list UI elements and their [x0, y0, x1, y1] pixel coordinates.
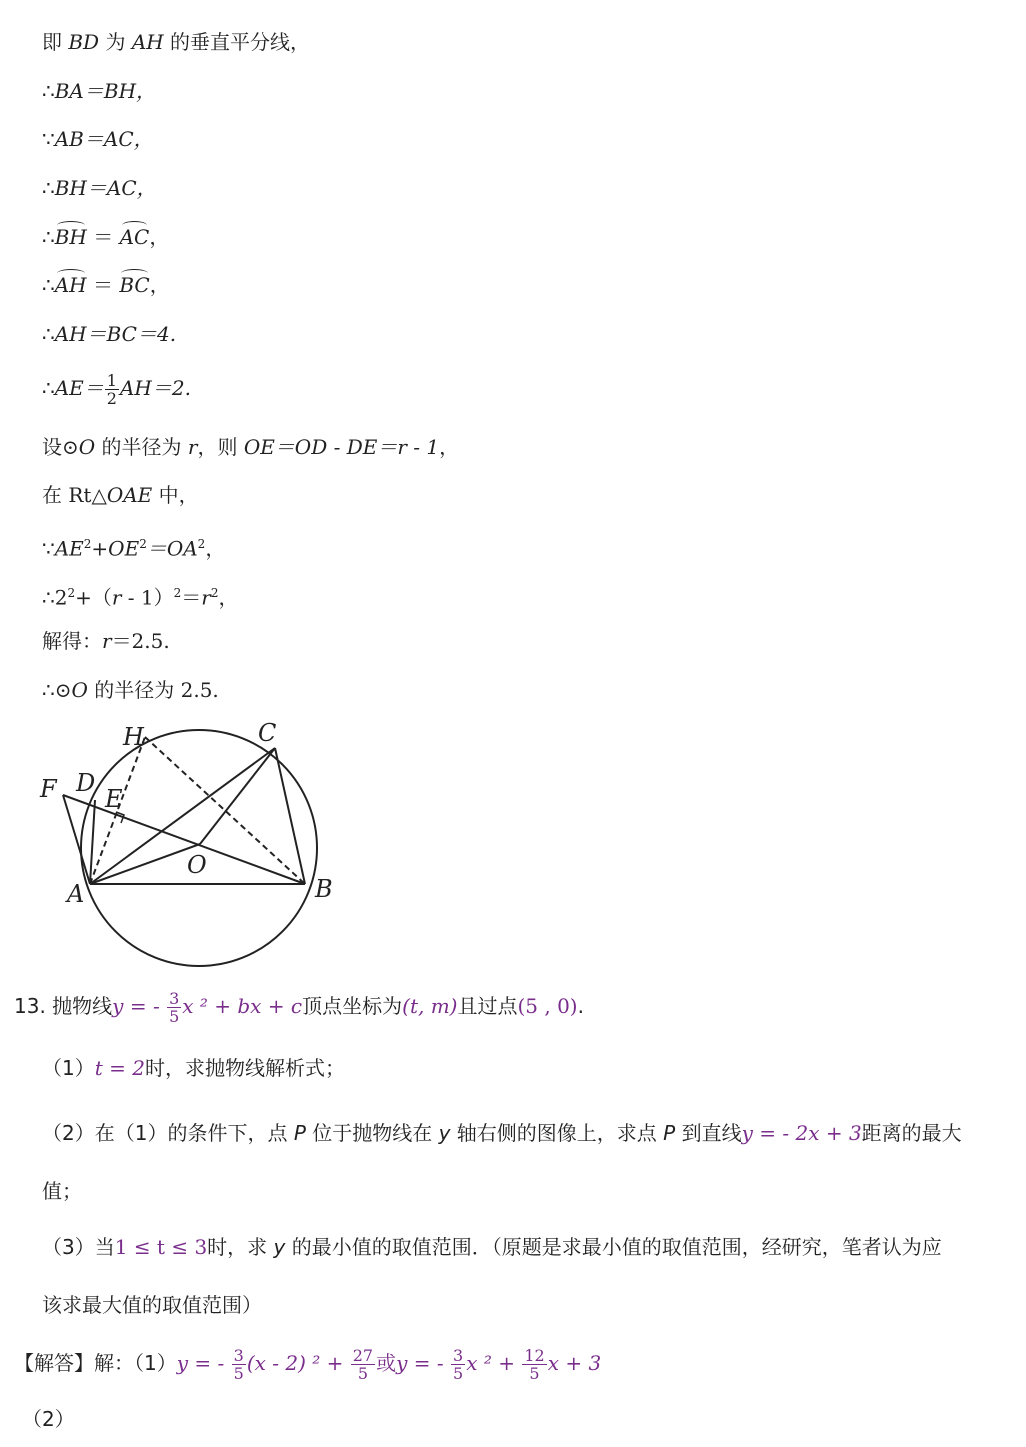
text: AE＝ [54, 376, 104, 400]
text: AE [54, 536, 84, 561]
math: y = - [176, 1351, 231, 1375]
answer-part-2 [22, 1406, 75, 1432]
label-o: O [187, 851, 207, 879]
label-c: C [258, 719, 277, 747]
therefore-symbol: ∴ [42, 376, 55, 400]
text: r [201, 585, 211, 610]
text: 的最小值的取值范围．（原题是求最小值的取值范围，经研究，笔者认为应 [285, 1235, 942, 1259]
text: 为 [99, 30, 132, 54]
fraction [451, 1347, 465, 1382]
text: P [663, 1121, 676, 1145]
text: r [111, 585, 122, 610]
math: (5 , 0) [517, 994, 578, 1018]
arc-ac: AC [119, 225, 150, 249]
text: OAE [106, 483, 153, 507]
text: ， [439, 435, 460, 459]
text: ， [149, 225, 170, 249]
text: P [293, 1121, 306, 1145]
text: （3）当 [42, 1235, 115, 1259]
denominator: 2 [106, 389, 117, 408]
question-part-1 [42, 1055, 345, 1081]
because-symbol: ∵ [42, 127, 55, 151]
question-part-2 [42, 1120, 962, 1146]
because-symbol: ∵ [42, 536, 55, 561]
therefore-symbol: ∴ [42, 176, 55, 200]
text: 或 [376, 1351, 397, 1375]
text: ， [149, 273, 170, 297]
arc-ah: AH [54, 273, 87, 297]
therefore-symbol: ∴ [42, 79, 55, 103]
label-h: H [123, 723, 144, 751]
therefore-symbol: ∴ [42, 225, 55, 249]
text: （2）在（1）的条件下，点 [42, 1121, 294, 1145]
text: ＝ [86, 273, 120, 297]
geometry-figure [0, 710, 360, 970]
arc-bc: BC [119, 273, 150, 297]
text: 时，求 [207, 1235, 274, 1259]
text: AH＝2. [119, 376, 191, 400]
text: 到直线 [675, 1121, 742, 1145]
proof-line-13 [42, 628, 170, 654]
text: BD [68, 30, 100, 54]
text: 解：（1） [94, 1351, 177, 1375]
math: x ² + bx + c [182, 994, 303, 1018]
text: 顶点坐标为 [302, 994, 403, 1018]
text: OE＝OD - DE＝r - 1 [243, 435, 440, 459]
numerator: 27 [352, 1346, 374, 1365]
text: 的垂直平分线， [163, 30, 311, 54]
denominator: 5 [453, 1364, 464, 1383]
proof-line-14 [42, 677, 219, 703]
fraction [351, 1347, 375, 1382]
text: y [438, 1121, 451, 1145]
proof-line-7 [42, 321, 176, 347]
answer-tag: 【解答】 [14, 1351, 94, 1375]
proof-line-8 [42, 372, 191, 407]
text: 的半径为 [95, 435, 188, 459]
proof-line-2 [42, 78, 156, 104]
fraction [522, 1347, 546, 1382]
denominator: 5 [357, 1364, 369, 1383]
text: BA＝BH， [54, 79, 157, 103]
label-e: E [105, 785, 123, 813]
numerator: 1 [106, 371, 117, 390]
math: t = 2 [94, 1056, 145, 1080]
text: ， [218, 585, 239, 610]
arc-bh: BH [54, 225, 87, 249]
exponent: 2 [173, 586, 182, 600]
text: AH＝BC＝4. [54, 322, 177, 346]
text: AH [131, 30, 164, 54]
text: ＝ [181, 585, 202, 610]
text: r [187, 435, 198, 459]
text: 位于抛物线在 [305, 1121, 439, 1145]
text: （1） [42, 1056, 95, 1080]
text: ＝2.5. [111, 629, 170, 653]
text: 轴右侧的图像上，求点 [450, 1121, 664, 1145]
text: ＝ [86, 225, 120, 249]
therefore-symbol: ∴ [42, 273, 55, 297]
numerator: 3 [169, 989, 180, 1008]
math: x ² + [466, 1351, 522, 1375]
exponent: 2 [210, 586, 219, 600]
label-a: A [67, 880, 85, 908]
text: 即 [42, 30, 69, 54]
therefore-symbol: ∴ [42, 678, 55, 702]
question-part-2-cont [42, 1178, 82, 1204]
text: O [78, 435, 96, 459]
text: 抛物线 [52, 994, 113, 1018]
math: (x - 2) ² + [246, 1351, 350, 1375]
proof-line-10 [42, 482, 199, 508]
label-b: B [315, 875, 333, 903]
math: y = - [396, 1351, 450, 1375]
proof-line-3 [42, 126, 154, 152]
proof-line-9 [42, 434, 459, 460]
exponent: 2 [139, 537, 147, 551]
text: +OE [91, 536, 140, 561]
text: +（ [75, 585, 112, 610]
numerator: 12 [524, 1346, 545, 1365]
text: （2） [22, 1407, 75, 1431]
fraction-half [105, 372, 119, 407]
exponent: 2 [83, 537, 92, 551]
therefore-symbol: ∴ [42, 322, 55, 346]
text: 时，求抛物线解析式； [144, 1056, 345, 1080]
proof-line-11 [42, 531, 225, 562]
question-part-3-cont [42, 1292, 262, 1318]
text: AB＝AC， [54, 127, 154, 151]
text: . [577, 994, 584, 1018]
text: 的半径为 2.5. [87, 678, 219, 702]
question-13 [14, 990, 584, 1025]
denominator: 5 [529, 1364, 540, 1383]
therefore-symbol: ∴ [42, 585, 55, 610]
segment-ao [90, 844, 200, 884]
proof-line-4 [42, 175, 157, 201]
text: 且过点 [457, 994, 518, 1018]
text: 中， [152, 483, 199, 507]
text: 2 [54, 585, 68, 610]
math: 1 ≤ t ≤ 3 [114, 1235, 208, 1259]
text: 设⊙ [42, 435, 79, 459]
proof-line-12 [42, 580, 238, 611]
text: 在 Rt△ [42, 483, 107, 507]
math: y = - [112, 994, 167, 1018]
text: 距离的最大 [861, 1121, 962, 1145]
text: BH＝AC， [54, 176, 157, 200]
label-f: F [40, 775, 57, 803]
text: 值； [42, 1179, 82, 1203]
math: y = - 2x + 3 [741, 1121, 862, 1145]
proof-line-1 [42, 29, 310, 55]
segment-fb [63, 795, 305, 884]
segment-cb [275, 748, 305, 884]
text: ， [205, 536, 226, 561]
text: 解得： [42, 629, 102, 653]
text: O [71, 678, 88, 702]
text: y [273, 1235, 286, 1259]
fraction [232, 1347, 246, 1382]
segment-fa [63, 795, 90, 884]
text: ，则 [197, 435, 244, 459]
answer-line [14, 1347, 601, 1382]
proof-line-5 [42, 224, 169, 250]
denominator: 5 [169, 1007, 180, 1026]
exponent: 2 [197, 537, 206, 551]
text: r [102, 629, 112, 653]
label-d: D [76, 769, 96, 797]
text: 该求最大值的取值范围） [42, 1293, 262, 1317]
circle-o [81, 730, 317, 966]
math: x + 3 [547, 1351, 602, 1375]
denominator: 5 [233, 1364, 244, 1383]
text: ＝OA [146, 536, 198, 561]
numerator: 3 [233, 1346, 244, 1365]
text: - 1） [121, 585, 174, 610]
numerator: 3 [453, 1346, 464, 1365]
question-part-3 [42, 1234, 942, 1260]
text: ⊙ [54, 678, 72, 702]
proof-line-6 [42, 272, 170, 298]
exponent: 2 [67, 586, 76, 600]
question-number: 13. [14, 994, 53, 1018]
fraction [167, 990, 181, 1025]
math: (t, m) [402, 994, 458, 1018]
